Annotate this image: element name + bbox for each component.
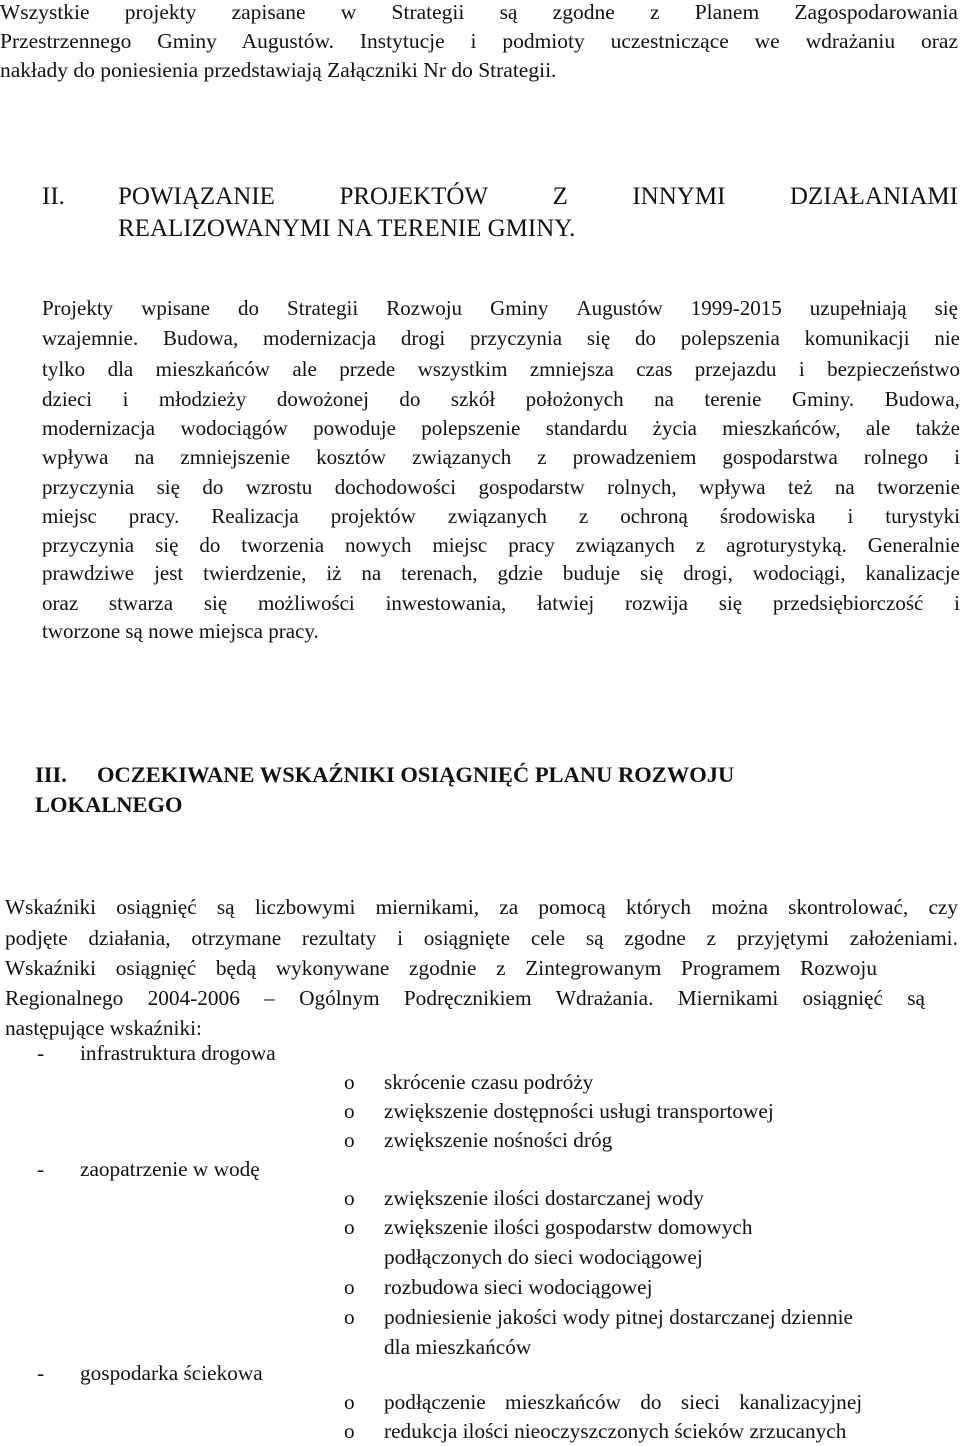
list-dash: - [37,1361,45,1385]
word: osiągnięć [116,895,197,919]
word: założeniami. [849,926,958,950]
word: Regionalnego [5,986,124,1010]
list-bullet: o [344,1419,355,1443]
list-dash: - [37,1041,45,1065]
word: ale [865,416,891,440]
word: środowiska [719,504,816,528]
list-bullet: o [344,1215,355,1239]
indicator-item: podłączonych do sieci wodociągowej [384,1245,703,1269]
word: turystyki [885,504,960,528]
word: czas [636,357,673,381]
text-line [5,986,925,1011]
word: możliwości [257,591,355,615]
word: się [156,475,180,499]
word: Programem [681,956,781,980]
word: przyczynia [469,326,563,350]
word: za [499,895,519,919]
word: położonych [525,387,624,411]
word: buduje [562,561,621,585]
word: są [585,926,604,950]
section-title: LOKALNEGO [35,792,183,817]
word: do [634,326,656,350]
word: czy [928,895,958,919]
indicator-item: podniesienie jakości wody pitnej dostarczanej dziennie [384,1305,853,1329]
word: Planem [694,0,760,24]
word: pracy. [128,504,180,528]
section-number: III. [35,762,67,787]
word: na [834,475,855,499]
word: Wskaźniki [5,956,97,980]
word: osiągnięte [423,926,511,950]
word: osiągnięć [115,956,197,980]
word: dzieci [42,387,93,411]
word: kosztów [316,445,387,469]
indicator-group-name: zaopatrzenie w wodę [80,1157,260,1181]
section-title [118,183,958,211]
word: się [718,591,743,615]
word: gdzie [497,561,543,585]
word: 1999-2015 [690,296,782,320]
indicator-item: zwiększenie nośności dróg [384,1128,613,1152]
word: przyczynia [42,475,135,499]
text-line: Przestrzennego Gminy Augustów. Instytucje i podmioty uczestniczące we wdrażaniu oraz [0,29,958,53]
word: na [134,445,155,469]
word: których [625,895,692,919]
word: z [537,445,547,469]
word: mieszkańców [155,357,270,381]
word: przedsiębiorczość [772,591,924,615]
word: prowadzeniem [572,445,697,469]
word: prawdziwe [42,561,135,585]
word: Gminy [490,296,549,320]
word: polepszenia [680,326,780,350]
word: Z [552,183,568,210]
word: Gminy. [791,387,855,411]
word: zgodne [624,926,686,950]
indicator-item: zwiększenie ilości gospodarstw domowych [384,1215,753,1239]
word: Miernikami [677,986,779,1010]
word: modernizacja [42,416,156,440]
text-line: tworzone są nowe miejsca pracy. [42,619,319,643]
indicator-item: podłączenie mieszkańców do sieci kanalizacyjnej [384,1390,863,1414]
word: rozwija [625,591,688,615]
text-line [5,926,958,951]
list-bullet: o [344,1390,355,1414]
word: rolnych, [607,475,677,499]
indicator-item: skrócenie czasu podróży [384,1070,594,1094]
word: stwarza [108,591,174,615]
indicator-item: rozbudowa sieci wodociągowej [384,1275,653,1299]
word: komunikacji [804,326,910,350]
word: gospodarstw [478,475,585,499]
word: miejsc [432,533,488,557]
text-line [42,326,960,351]
list-bullet: o [344,1099,355,1123]
word: też [787,475,813,499]
word: się [640,561,664,585]
text-line [5,956,877,981]
text-line [42,533,960,558]
word: tworzenia [241,533,325,557]
word: osiągnięć [802,986,883,1010]
list-bullet: o [344,1186,355,1210]
word: iż [326,561,342,585]
list-bullet: o [344,1305,355,1329]
word: tworzenie [877,475,960,499]
word: Wszystkie [0,0,90,24]
word: projekty [124,0,197,24]
word: i [798,357,805,381]
word: i [954,445,960,469]
text-line [42,387,960,412]
word: i [122,387,129,411]
word: są [499,0,518,24]
word: przejazdu [694,357,777,381]
word: agroturystyką. [726,533,847,557]
word: tylko [42,357,86,381]
word: projektów [330,504,416,528]
text-line [42,591,960,616]
word: uzupełniają [809,296,907,320]
list-bullet: o [344,1070,355,1094]
list-bullet: o [344,1128,355,1152]
text-line [42,504,960,529]
word: do [238,296,260,320]
word: się [586,326,611,350]
word: działania, [88,926,171,950]
word: Podręcznikiem [403,986,532,1010]
text-line [42,475,960,500]
word: mieszkańców, [722,416,841,440]
word: do [399,387,421,411]
word: Budowa, [884,387,960,411]
word: nie [934,326,960,350]
word: Rozwoju [386,296,463,320]
word: inwestowania, [385,591,507,615]
word: w [340,0,357,24]
word: zapisane [231,0,306,24]
word: wodociągi, [752,561,846,585]
word: otrzymane [191,926,282,950]
word: związanych [412,445,512,469]
text-line: następujące wskaźniki: [5,1016,202,1040]
word: liczbowymi [254,895,356,919]
word: modernizacja [262,326,377,350]
word: wpisane [141,296,211,320]
section-title: OCZEKIWANE WSKAŹNIKI OSIĄGNIĘĆ PLANU ROZWOJU [97,762,735,787]
word: miejsc [42,504,97,528]
word: wpływa [699,475,766,499]
word: z [706,926,716,950]
text-line [42,357,960,382]
word: zgodne [552,0,615,24]
word: oraz [42,591,79,615]
section-number: II. [42,183,65,210]
word: rezultaty [301,926,377,950]
text-line [42,561,960,586]
word: się [934,296,958,320]
word: 2004-2006 [147,986,240,1010]
text-line [42,416,960,441]
word: na [361,561,382,585]
text-line [42,445,960,470]
word: POWIĄZANIE [118,183,275,210]
text-line [5,895,958,920]
word: Rozwoju [800,956,877,980]
indicator-item: dla mieszkańców [384,1335,532,1359]
word: wpływa [42,445,109,469]
word: do [202,475,224,499]
word: pracy [508,533,555,557]
word: Augustów [576,296,663,320]
word: z [695,533,706,557]
word: gospodarstwa [722,445,838,469]
word: przyjętymi [736,926,829,950]
word: Strategii [287,296,359,320]
word: wykonywane [275,956,390,980]
word: dochodowości [334,475,457,499]
word: wszystkim [417,357,508,381]
word: miernikami, [375,895,480,919]
word: życia [652,416,697,440]
word: są [216,895,235,919]
word: będą [215,956,257,980]
word: się [203,591,228,615]
word: Ogólnym [299,986,380,1010]
word: Wdrażania. [555,986,654,1010]
indicator-item: zwiększenie ilości dostarczanej wody [384,1186,704,1210]
word: związanych [447,504,547,528]
word: polepszenie [421,416,521,440]
word: Zagospodarowania [794,0,958,24]
word: dla [107,357,134,381]
word: pomocą [538,895,606,919]
word: kanalizacje [865,561,960,585]
word: cele [530,926,566,950]
word: są [907,986,925,1010]
list-bullet: o [344,1275,355,1299]
word: skontrolować, [788,895,909,919]
text-line [42,296,958,321]
word: szkół [450,387,496,411]
word: zmniejsza [529,357,614,381]
word: zmniejszenie [180,445,291,469]
indicator-item: zwiększenie dostępności usługi transportowej [384,1099,774,1123]
word: powoduje [313,416,396,440]
word: Projekty [42,296,114,320]
word: Strategii [391,0,465,24]
word: twierdzenie, [203,561,307,585]
word: także [915,416,960,440]
word: wodociągów [180,416,288,440]
word: Wskaźniki [5,895,97,919]
word: Realizacja [211,504,299,528]
indicator-group-name: gospodarka ściekowa [80,1361,263,1385]
word: ale [292,357,317,381]
word: z [649,0,660,24]
word: drogi [400,326,446,350]
word: Budowa, [162,326,239,350]
word: Generalnie [867,533,960,557]
word: ochroną [620,504,688,528]
text-line [0,0,958,25]
word: nowych [345,533,412,557]
section-title: REALIZOWANYMI NA TERENIE GMINY. [118,215,576,242]
word: młodzieży [158,387,247,411]
word: zgodnie [409,956,477,980]
list-dash: - [37,1157,45,1181]
word: i [847,504,854,528]
word: PROJEKTÓW [339,183,489,210]
text-line: nakłady do poniesienia przedstawiają Załączniki Nr do Strategii. [0,58,557,82]
word: z [578,504,589,528]
word: wzajemnie. [42,326,139,350]
word: łatwiej [537,591,595,615]
word: dowożonej [276,387,369,411]
word: terenie [704,387,762,411]
word: rolnego [863,445,929,469]
indicator-group-name: infrastruktura drogowa [80,1041,276,1065]
word: INNYMI [632,183,726,210]
word: wzrostu [245,475,313,499]
word: bezpieczeństwo [827,357,960,381]
word: się [155,533,179,557]
word: drogi, [683,561,733,585]
word: przede [339,357,396,381]
word: – [264,986,275,1010]
word: można [711,895,768,919]
word: jest [154,561,184,585]
word: terenach, [401,561,478,585]
word: standardu [545,416,628,440]
word: i [397,926,404,950]
word: przyczynia [42,533,135,557]
word: na [654,387,674,411]
word: Zintegrowanym [525,956,662,980]
word: do [199,533,221,557]
word: i [954,591,960,615]
word: DZIAŁANIAMI [789,183,958,210]
word: podjęte [5,926,68,950]
indicator-item: redukcja ilości nieoczyszczonych ścieków zrzucanych [384,1419,847,1443]
word: z [496,956,506,980]
word: związanych [575,533,675,557]
